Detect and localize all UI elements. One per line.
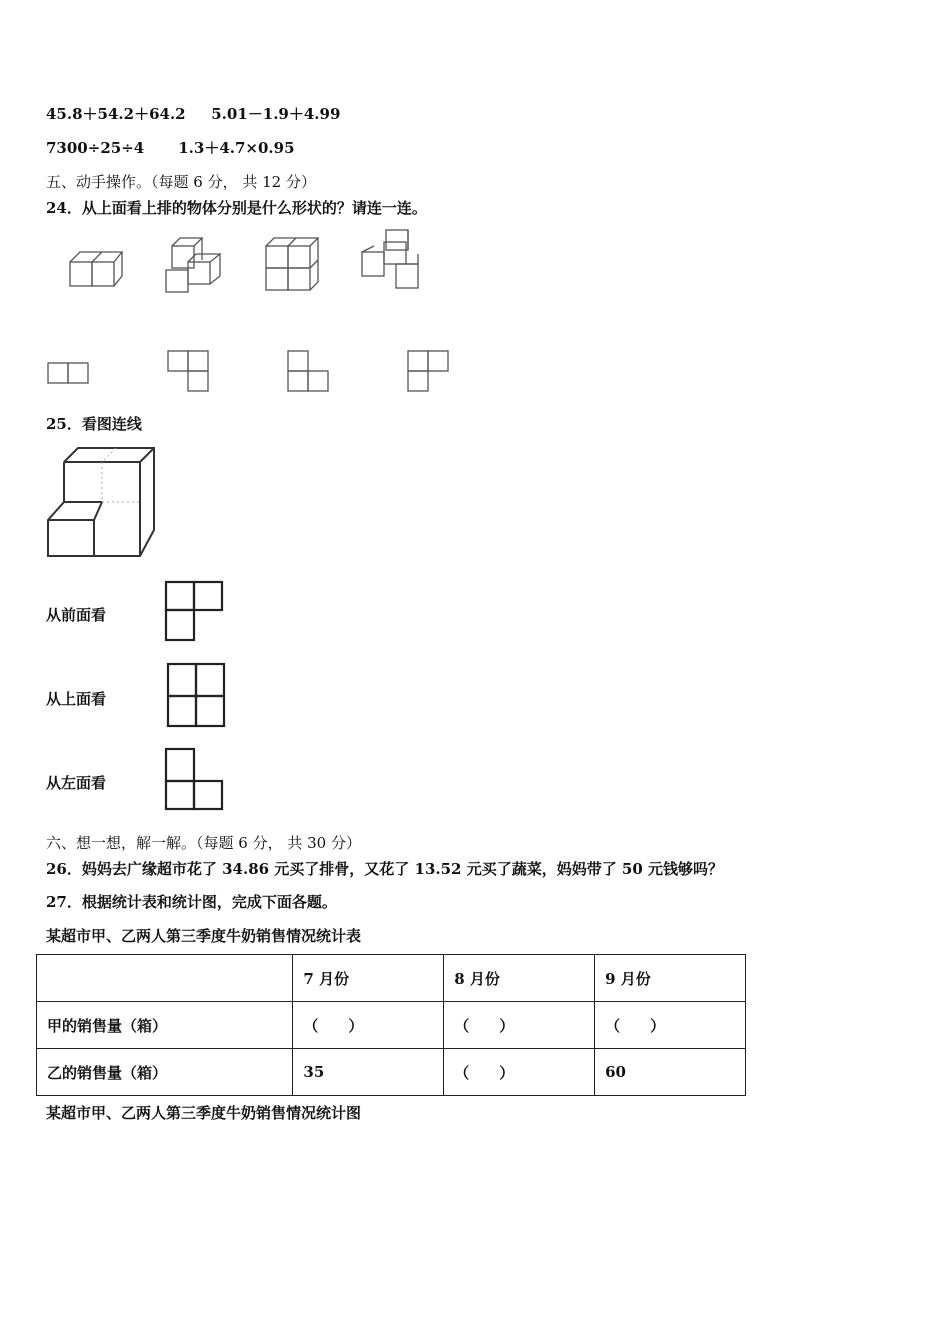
table-cell: （ ） bbox=[293, 1002, 444, 1049]
view-label-left: 从左面看 bbox=[46, 774, 107, 792]
table-cell: 甲的销售量（箱） bbox=[37, 1002, 293, 1049]
table-cell: （ ） bbox=[444, 1002, 595, 1049]
view-label-front: 从前面看 bbox=[46, 606, 107, 624]
table-cell: 60 bbox=[595, 1049, 746, 1096]
section-5-heading: 五、动手操作。（每题 6 分， 共 12 分） bbox=[46, 173, 316, 191]
chart-title: 某超市甲、乙两人第三季度牛奶销售情况统计图 bbox=[46, 1104, 362, 1122]
top-view-option-4 bbox=[404, 348, 452, 394]
view-label-top: 从上面看 bbox=[46, 690, 107, 708]
top-view-option-3 bbox=[284, 348, 332, 394]
question-26: 26．妈妈去广缘超市花了 34.86 元买了排骨，又花了 13.52 元买了蔬菜，妈妈带了 50 元钱够吗？ bbox=[46, 860, 724, 878]
table-cell: 乙的销售量（箱） bbox=[37, 1049, 293, 1096]
cube-figure-2 bbox=[160, 230, 228, 298]
question-24: 24．从上面看上排的物体分别是什么形状的？请连一连。 bbox=[46, 199, 427, 217]
calc-expression: 1.3＋4.7×0.95 bbox=[178, 139, 295, 157]
question-27: 27．根据统计表和统计图，完成下面各题。 bbox=[46, 893, 337, 911]
cube-figure-1 bbox=[64, 238, 126, 294]
table-header-cell: 8 月份 bbox=[444, 955, 595, 1002]
question-25: 25．看图连线 bbox=[46, 415, 142, 433]
table-row bbox=[37, 1002, 746, 1049]
sales-statistics-table bbox=[36, 954, 746, 1096]
table-header-cell: 7 月份 bbox=[293, 955, 444, 1002]
calc-expression: 7300÷25÷4 bbox=[46, 139, 145, 157]
table-cell: （ ） bbox=[444, 1049, 595, 1096]
table-header-cell: 9 月份 bbox=[595, 955, 746, 1002]
calc-row-1 bbox=[46, 103, 340, 124]
l-shape-3d-figure bbox=[44, 444, 158, 562]
calc-row-2 bbox=[46, 137, 295, 158]
calc-expression: 5.01－1.9＋4.99 bbox=[211, 105, 341, 123]
top-view-option-1 bbox=[46, 360, 92, 386]
table-cell: 35 bbox=[293, 1049, 444, 1096]
cube-figure-3 bbox=[262, 234, 324, 296]
table-title: 某超市甲、乙两人第三季度牛奶销售情况统计表 bbox=[46, 927, 362, 945]
front-view-drawing bbox=[162, 576, 226, 644]
cube-figure-4 bbox=[356, 224, 428, 296]
calc-expression: 45.8＋54.2＋64.2 bbox=[46, 105, 186, 123]
table-row bbox=[37, 1049, 746, 1096]
top-view-option-2 bbox=[164, 348, 212, 394]
top-view-drawing bbox=[162, 660, 230, 730]
table-header-cell bbox=[37, 955, 293, 1002]
table-header-row bbox=[37, 955, 746, 1002]
section-6-heading: 六、想一想，解一解。（每题 6 分， 共 30 分） bbox=[46, 834, 361, 852]
left-view-drawing bbox=[162, 745, 228, 815]
table-cell: （ ） bbox=[595, 1002, 746, 1049]
